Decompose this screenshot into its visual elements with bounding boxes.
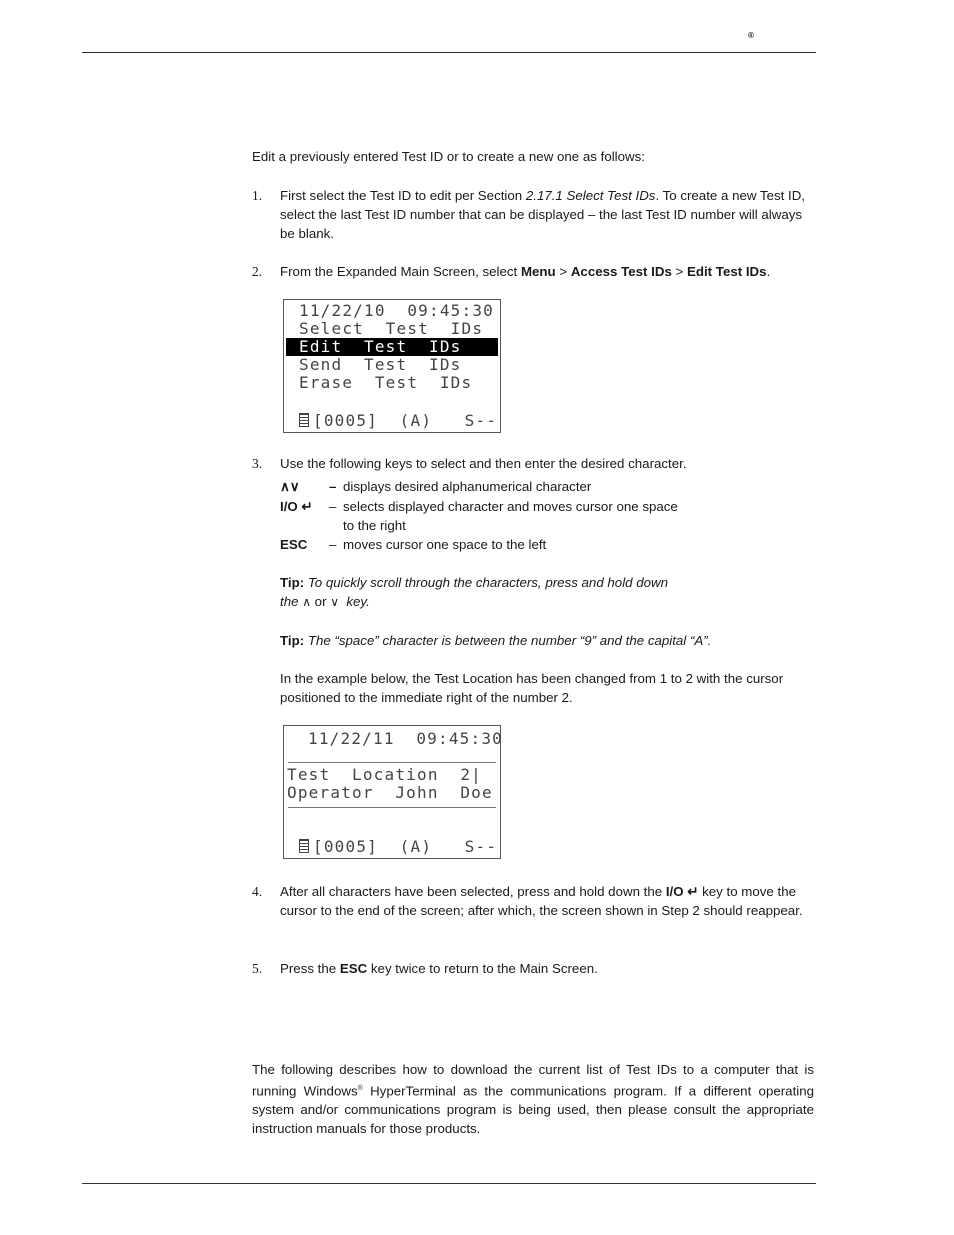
battery-icon bbox=[299, 413, 309, 427]
tip-text: or bbox=[310, 594, 331, 609]
path-separator: > bbox=[555, 264, 571, 279]
lcd-screen-edit bbox=[283, 725, 501, 859]
paragraph-text: HyperTerminal as the communications program. If a different operating system and/or communications program is being used, then please consult the appropriate instruction manuals for those products. bbox=[252, 1083, 815, 1137]
lcd-operator: Operator John Doe bbox=[287, 783, 493, 802]
step-number: 2. bbox=[252, 264, 263, 279]
step-text: After all characters have been selected, press and hold down the bbox=[280, 884, 666, 899]
tip-text: key. bbox=[339, 594, 370, 609]
example-text: In the example below, the Test Location has been changed from 1 to 2 with the cursor positioned to the immediate right of the number 2. bbox=[280, 671, 784, 705]
paragraph-text: The following describes how to download the current list of Test IDs to a computer that is running Windows bbox=[252, 1062, 814, 1099]
esc-key-label: ESC bbox=[280, 537, 308, 552]
step-text: . To create a new Test ID, select the last Test ID number that can be displayed – the last Test ID number will always be blank. bbox=[280, 188, 805, 241]
step-text: . bbox=[766, 264, 771, 279]
step-text: Press the bbox=[280, 961, 340, 976]
lcd-test-location: Test Location 2| bbox=[287, 765, 482, 784]
lcd-screen-menu bbox=[283, 299, 501, 433]
io-enter-key-label: I/O ↵ bbox=[665, 884, 699, 899]
battery-icon bbox=[299, 839, 309, 853]
lcd-menu-select: Select Test IDs bbox=[299, 319, 484, 338]
down-arrow-icon: ∨ bbox=[330, 595, 339, 609]
tip-space bbox=[280, 631, 814, 650]
tip-text: To quickly scroll through the characters, press and hold down bbox=[304, 575, 669, 590]
step-number: 1. bbox=[252, 188, 263, 203]
lcd-menu-erase: Erase Test IDs bbox=[299, 373, 473, 392]
step-text: key twice to return to the Main Screen. bbox=[367, 961, 598, 976]
key-description-line: to the right bbox=[343, 518, 406, 533]
download-description bbox=[252, 1060, 814, 1138]
esc-key-label: ESC bbox=[339, 961, 368, 976]
footer-rule bbox=[82, 1183, 816, 1184]
lcd-status-bar bbox=[299, 412, 497, 430]
key-dash: – bbox=[329, 499, 337, 514]
access-test-ids-label: Access Test IDs bbox=[570, 264, 672, 279]
key-dash: – bbox=[329, 537, 337, 552]
step-5 bbox=[252, 959, 814, 978]
registered-mark: ® bbox=[357, 1085, 363, 1092]
registered-mark: ® bbox=[748, 31, 754, 40]
header-rule bbox=[82, 52, 816, 53]
tip-label: Tip: bbox=[280, 633, 305, 648]
step-number: 4. bbox=[252, 884, 263, 899]
tip-scroll bbox=[280, 573, 814, 612]
tip-text: The “space” character is between the number “9” and the capital “A”. bbox=[304, 633, 712, 648]
lcd-status-bar bbox=[299, 838, 497, 856]
lcd-divider bbox=[288, 807, 496, 808]
step-text: From the Expanded Main Screen, select bbox=[280, 264, 521, 279]
lcd-status-text: [0005] (A) S-- bbox=[313, 837, 498, 856]
edit-test-ids-label: Edit Test IDs bbox=[687, 264, 767, 279]
step-text: First select the Test ID to edit per Section bbox=[280, 188, 526, 203]
key-description bbox=[343, 497, 743, 535]
step-3 bbox=[252, 454, 814, 473]
path-separator: > bbox=[671, 264, 687, 279]
menu-label: Menu bbox=[520, 264, 556, 279]
lcd-datetime: 11/22/11 09:45:30 bbox=[308, 729, 503, 748]
step-text: key to move the cursor to the end of the screen; after which, the screen shown in Step 2 should reappear. bbox=[280, 884, 803, 918]
section-reference: 2.17.1 Select Test IDs bbox=[525, 188, 656, 203]
intro-text: Edit a previously entered Test ID or to create a new one as follows: bbox=[252, 149, 645, 164]
key-dash: – bbox=[329, 479, 337, 494]
lcd-datetime: 11/22/10 09:45:30 bbox=[299, 301, 494, 320]
lcd-divider bbox=[288, 762, 496, 763]
lcd-menu-send: Send Test IDs bbox=[299, 355, 462, 374]
step-1 bbox=[252, 186, 814, 243]
step-number: 3. bbox=[252, 456, 263, 471]
step-number: 5. bbox=[252, 961, 263, 976]
step-2 bbox=[252, 262, 814, 281]
up-down-arrow-icon: ∧∨ bbox=[280, 479, 300, 494]
tip-text: the bbox=[280, 594, 303, 609]
tip-label: Tip: bbox=[280, 575, 305, 590]
up-arrow-icon: ∧ bbox=[302, 595, 311, 609]
lcd-menu-edit-highlighted: Edit Test IDs bbox=[286, 338, 498, 356]
step-text: Use the following keys to select and then enter the desired character. bbox=[280, 456, 687, 471]
lcd-status-text: [0005] (A) S-- bbox=[313, 411, 498, 430]
key-description: moves cursor one space to the left bbox=[343, 537, 547, 552]
step-4 bbox=[252, 882, 814, 920]
io-enter-key-label: I/O ↵ bbox=[280, 499, 313, 514]
key-description: displays desired alphanumerical character bbox=[343, 479, 592, 494]
key-description-line: selects displayed character and moves cursor one space bbox=[343, 499, 678, 514]
